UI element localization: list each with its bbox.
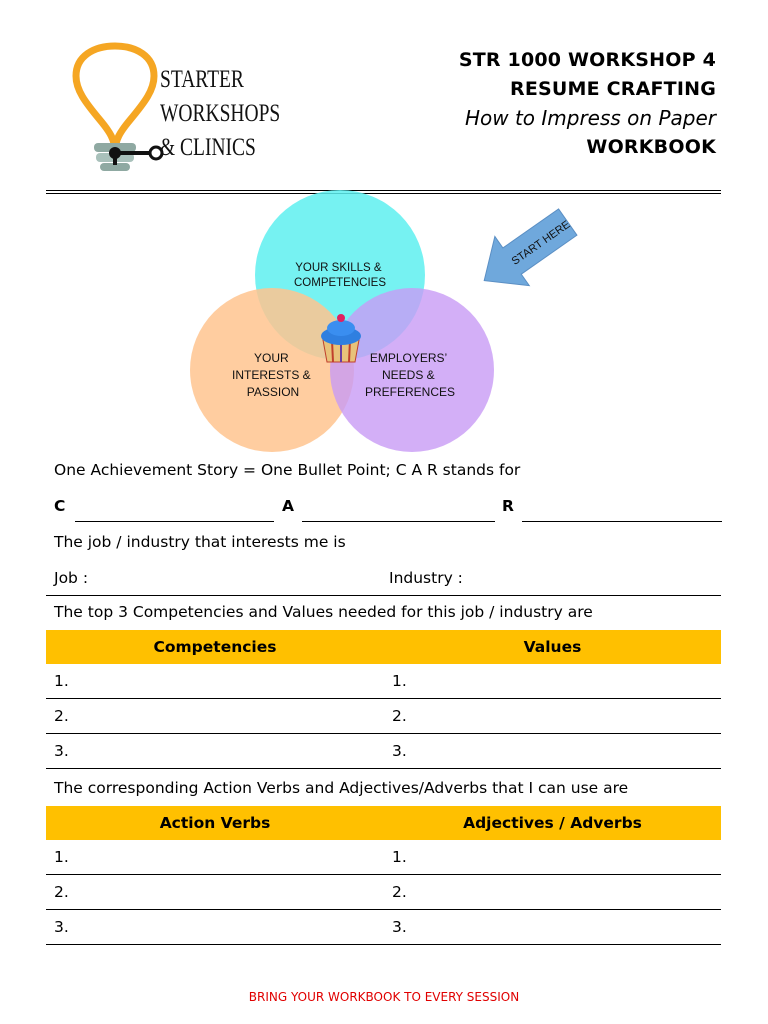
- adjective-cell[interactable]: 1.: [392, 848, 407, 866]
- action-verb-cell[interactable]: 1.: [54, 848, 69, 866]
- table-row[interactable]: [46, 910, 721, 945]
- industry-label: Industry :: [389, 569, 463, 587]
- arrow-label: START HERE: [509, 218, 573, 268]
- venn-right-line-2: NEEDS &: [381, 368, 435, 382]
- venn-top-line-2: COMPETENCIES: [293, 277, 387, 289]
- car-c-label: C: [54, 497, 66, 515]
- car-a-field[interactable]: [302, 521, 495, 522]
- table-row[interactable]: [46, 734, 721, 769]
- verbs-table-header: [46, 806, 721, 840]
- competencies-table: [46, 630, 721, 769]
- table-row[interactable]: [46, 840, 721, 875]
- venn-right-line-1: EMPLOYERS’: [369, 351, 447, 365]
- venn-top-line-1: YOUR SKILLS &: [295, 262, 382, 274]
- competencies-header: Competencies: [153, 638, 277, 656]
- workshop-title: STR 1000 WORKSHOP 4: [458, 49, 716, 71]
- venn-left-line-1: YOUR: [253, 351, 289, 365]
- start-here-arrow-icon: [460, 197, 585, 309]
- footer-notice: BRING YOUR WORKBOOK TO EVERY SESSION: [248, 990, 520, 1004]
- table-row[interactable]: [46, 664, 721, 699]
- car-a-label: A: [282, 497, 294, 515]
- action-verbs-header: Action Verbs: [159, 814, 271, 832]
- value-cell[interactable]: 3.: [392, 742, 407, 760]
- job-field-line[interactable]: [46, 595, 721, 596]
- adjectives-adverbs-header: Adjectives / Adverbs: [463, 814, 642, 832]
- verbs-table: [46, 806, 721, 945]
- car-r-label: R: [502, 497, 514, 515]
- adjective-cell[interactable]: 3.: [392, 918, 407, 936]
- logo-line-1: STARTER: [160, 66, 244, 93]
- value-cell[interactable]: 1.: [392, 672, 407, 690]
- action-verb-cell[interactable]: 3.: [54, 918, 69, 936]
- car-r-field[interactable]: [522, 521, 722, 522]
- logo-line-3: & CLINICS: [160, 134, 256, 161]
- workshop-topic: RESUME CRAFTING: [509, 78, 716, 100]
- value-cell[interactable]: 2.: [392, 707, 407, 725]
- job-label: Job :: [54, 569, 89, 587]
- venn-left-line-3: PASSION: [246, 385, 300, 399]
- table-row[interactable]: [46, 699, 721, 734]
- car-c-field[interactable]: [75, 521, 274, 522]
- action-verb-cell[interactable]: 2.: [54, 883, 69, 901]
- competencies-prompt: The top 3 Competencies and Values needed for this job / industry are: [54, 603, 593, 621]
- logo-line-2: WORKSHOPS: [160, 100, 281, 127]
- competency-cell[interactable]: 2.: [54, 707, 69, 725]
- job-prompt: The job / industry that interests me is: [54, 533, 346, 551]
- venn-diagram: [180, 190, 600, 455]
- verbs-prompt: The corresponding Action Verbs and Adjectives/Adverbs that I can use are: [54, 779, 629, 797]
- table-row[interactable]: [46, 875, 721, 910]
- document-title-block: [459, 46, 716, 162]
- competency-cell[interactable]: 3.: [54, 742, 69, 760]
- venn-right-line-3: PREFERENCES: [364, 385, 456, 399]
- values-header: Values: [523, 638, 582, 656]
- competencies-table-header: [46, 630, 721, 664]
- competency-cell[interactable]: 1.: [54, 672, 69, 690]
- venn-left-line-2: INTERESTS &: [231, 368, 311, 382]
- car-prompt: One Achievement Story = One Bullet Point; C A R stands for: [54, 461, 521, 479]
- adjective-cell[interactable]: 2.: [392, 883, 407, 901]
- logo-wordmark: [160, 63, 280, 165]
- workbook-label: WORKBOOK: [586, 136, 716, 158]
- workshop-subtitle: How to Impress on Paper: [464, 106, 716, 130]
